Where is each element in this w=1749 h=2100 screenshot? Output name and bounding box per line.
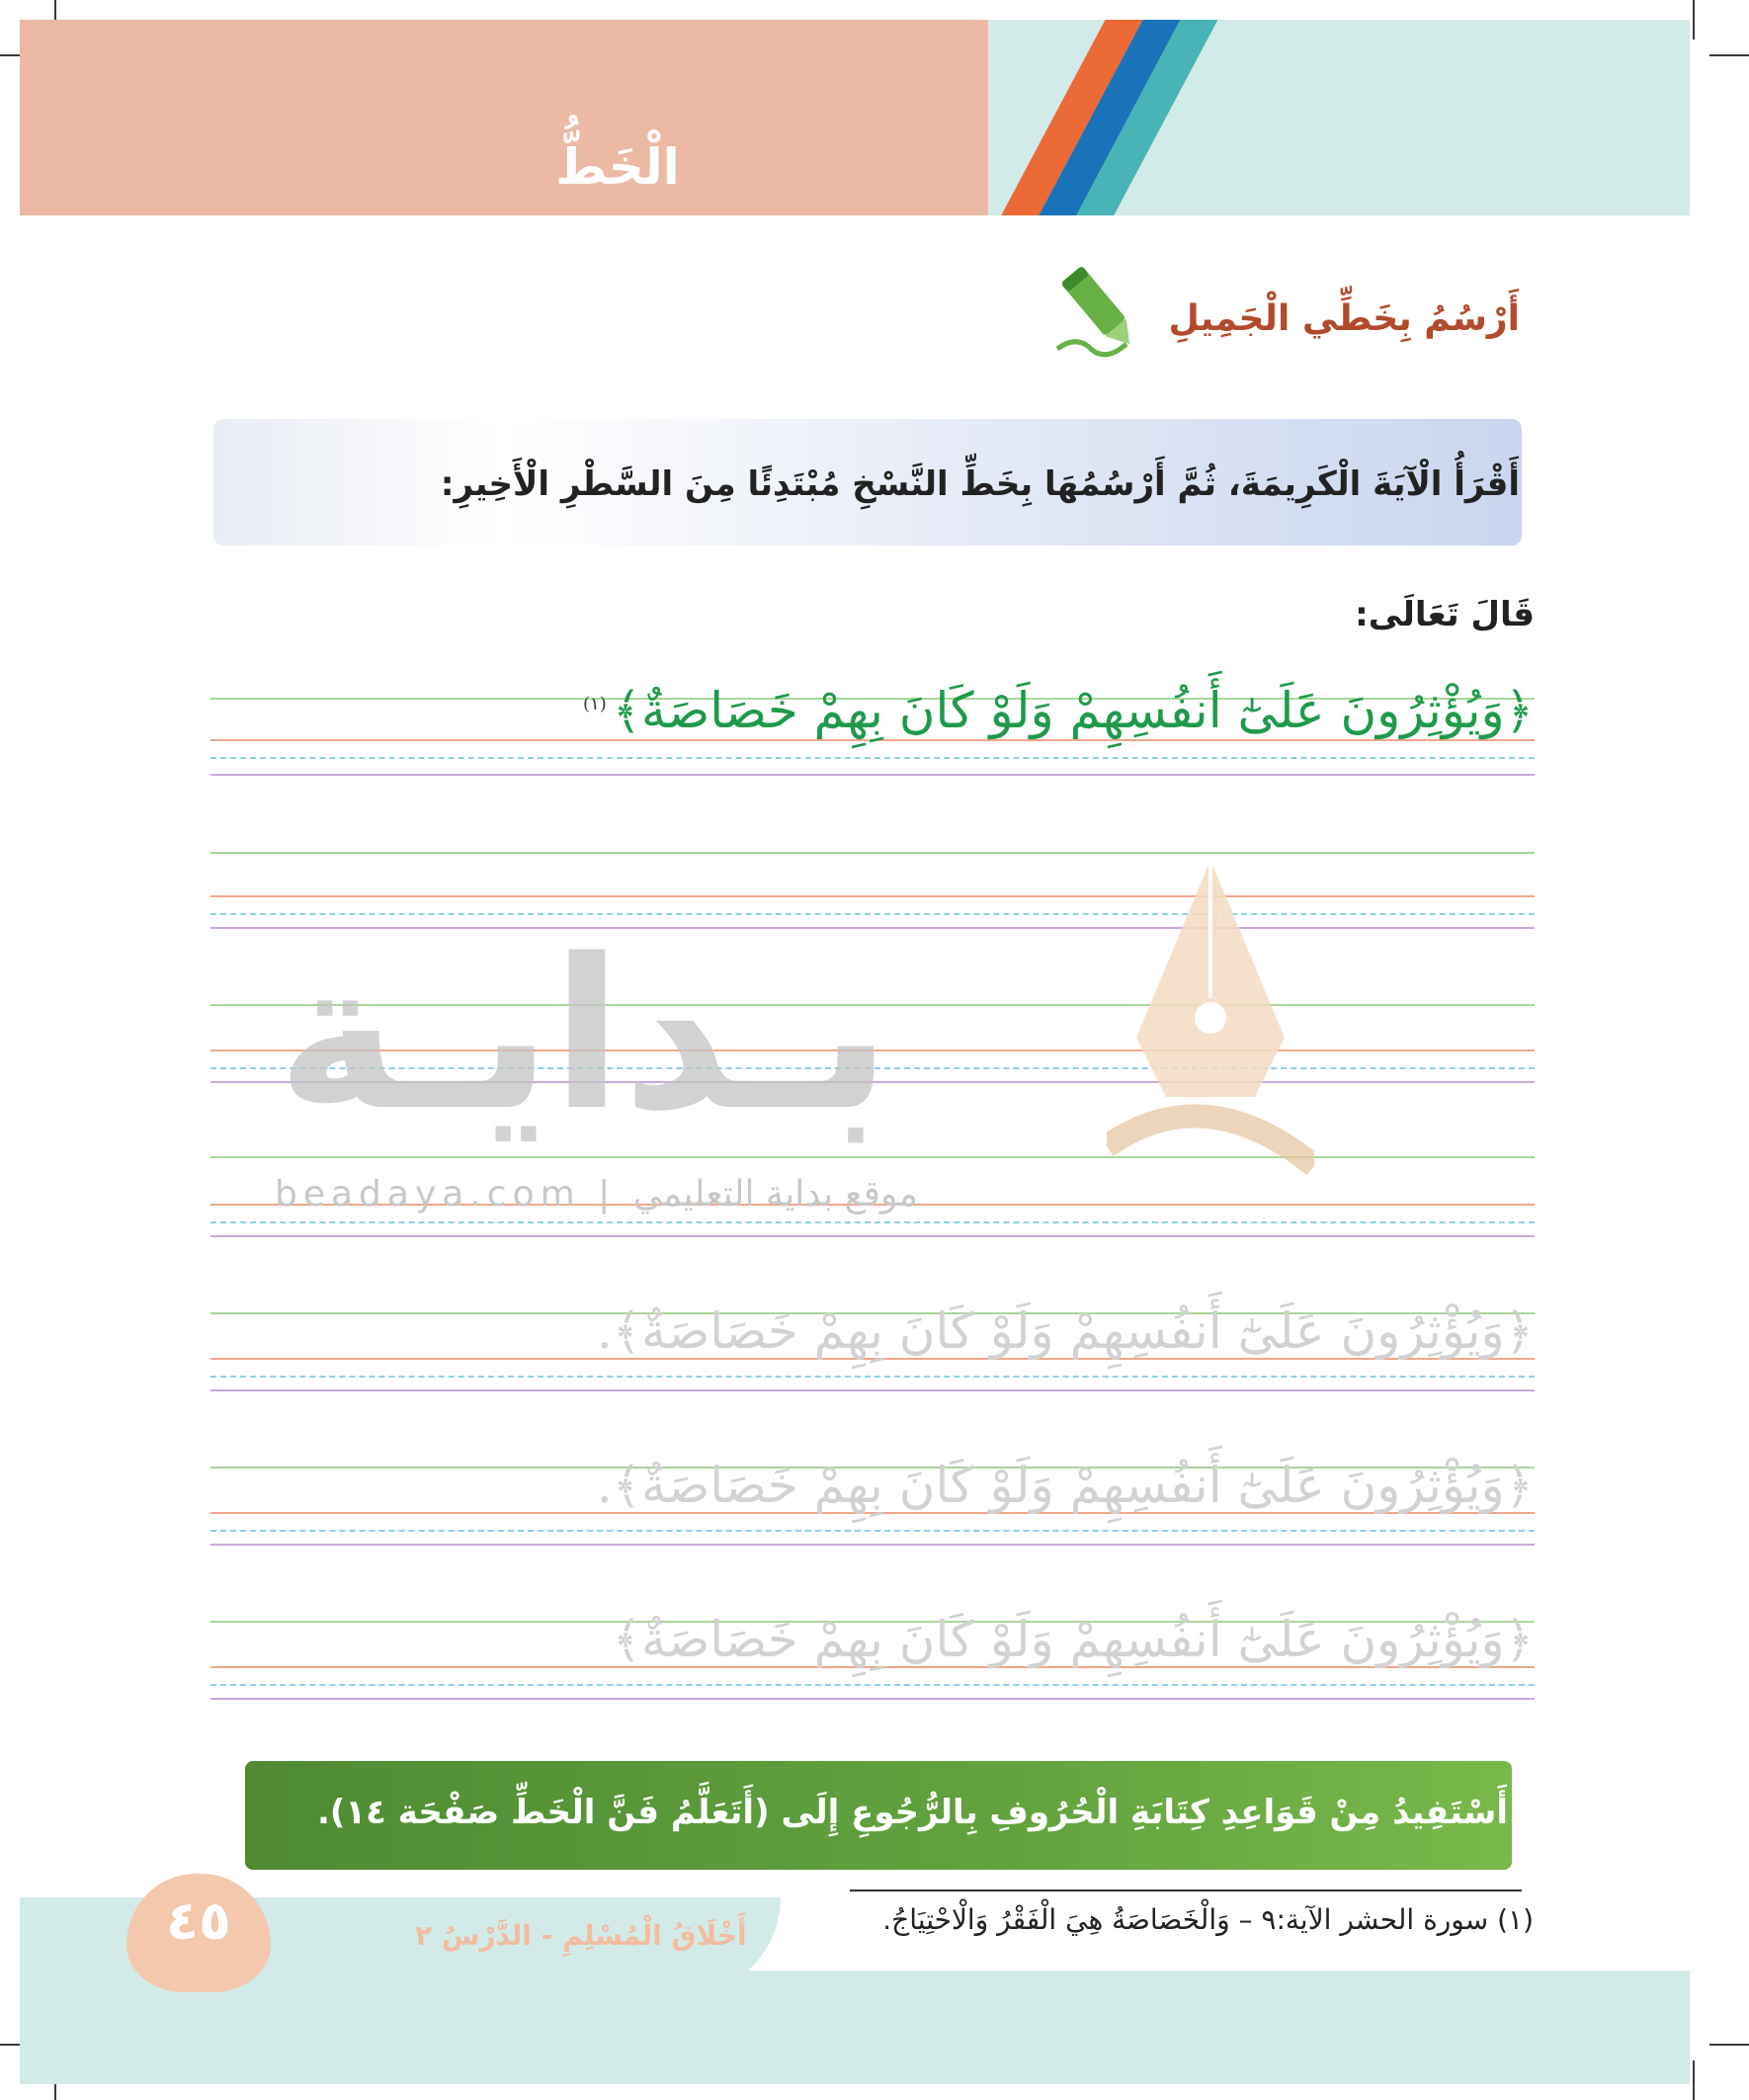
guide-line-green: [210, 852, 1535, 854]
crop-mark: [1709, 54, 1749, 56]
guide-line-purple: [210, 1235, 1535, 1237]
guide-line-blue-dashed: [210, 1376, 1535, 1378]
verse-text: [583, 682, 1534, 739]
guide-line-orange: [210, 895, 1535, 897]
pen-nib-watermark-icon: [1107, 850, 1314, 1206]
guide-line-blue-dashed: [210, 1684, 1535, 1686]
crop-mark: [1693, 0, 1695, 40]
page-title: الْخَطُّ: [555, 138, 680, 196]
tip-text: أَسْتَفِيدُ مِنْ قَوَاعِدِ كِتَابَةِ الْحُرُوفِ بِالرُّجُوعِ إِلَى (أَتَعَلَّمُ فَنَّ الْخَطِّ صَفْحَة ١٤).: [316, 1793, 1508, 1832]
verse-main-text: ﴿وَيُؤْثِرُونَ عَلَىٰٓ أَنفُسِهِمْ وَلَوْ كَانَ بِهِمْ خَصَاصَةٌ﴾: [612, 682, 1534, 739]
guide-line-purple: [210, 1698, 1535, 1700]
guide-line-blue-dashed: [210, 1221, 1535, 1223]
pencil-icon: [1047, 255, 1156, 364]
guide-line-orange: [210, 739, 1535, 741]
footnote-divider: [850, 1890, 1522, 1891]
intro-text: قَالَ تَعَالَى:: [1355, 595, 1535, 634]
crop-mark: [1709, 2044, 1749, 2046]
ghost-verse-line-2: ﴿وَيُؤْثِرُونَ عَلَىٰٓ أَنفُسِهِمْ وَلَوْ كَانَ بِهِمْ خَصَاصَةٌ﴾.: [596, 1457, 1534, 1514]
ghost-verse-line-3: ﴿وَيُؤْثِرُونَ عَلَىٰٓ أَنفُسِهِمْ وَلَوْ كَانَ بِهِمْ خَصَاصَةٌ﴾: [612, 1611, 1534, 1668]
section-title: أَرْسُمُ بِخَطِّي الْجَمِيلِ: [1168, 298, 1520, 339]
crop-mark: [1693, 2060, 1695, 2100]
footer-book-title: أَخْلَاقُ الْمُسْلِمِ - الدَّرْسُ ٢: [415, 1919, 747, 1952]
guide-line-purple: [210, 1389, 1535, 1391]
page-number: ٤٥: [166, 1890, 231, 1952]
footer-band: [20, 1971, 1690, 2084]
instruction-text: أَقْرَأُ الْآيَةَ الْكَرِيمَةَ، ثُمَّ أَرْسُمُهَا بِخَطِّ النَّسْخِ مُبْتَدِئًا مِنَ السَّطْرِ الْأَخِيرِ:: [440, 464, 1520, 504]
guide-line-blue-dashed: [210, 1530, 1535, 1532]
guide-line-purple: [210, 774, 1535, 776]
guide-line-green: [210, 1156, 1535, 1158]
ghost-verse-line-1: ﴿وَيُؤْثِرُونَ عَلَىٰٓ أَنفُسِهِمْ وَلَوْ كَانَ بِهِمْ خَصَاصَةٌ﴾.: [596, 1302, 1534, 1360]
guide-line-purple: [210, 1544, 1535, 1546]
watermark-site: beadaya.com | موقع بداية التعليمي: [275, 1174, 918, 1215]
footnote: (١) سورة الحشر الآية:٩ – وَالْخَصَاصَةُ هِيَ الْفَقْرُ وَالْاحْتِيَاجُ.: [882, 1903, 1534, 1936]
footnote-ref: (١): [582, 694, 607, 715]
header-band: [20, 20, 1690, 215]
watermark-brand: بـدايـة: [277, 914, 891, 1156]
guide-line-blue-dashed: [210, 757, 1535, 759]
